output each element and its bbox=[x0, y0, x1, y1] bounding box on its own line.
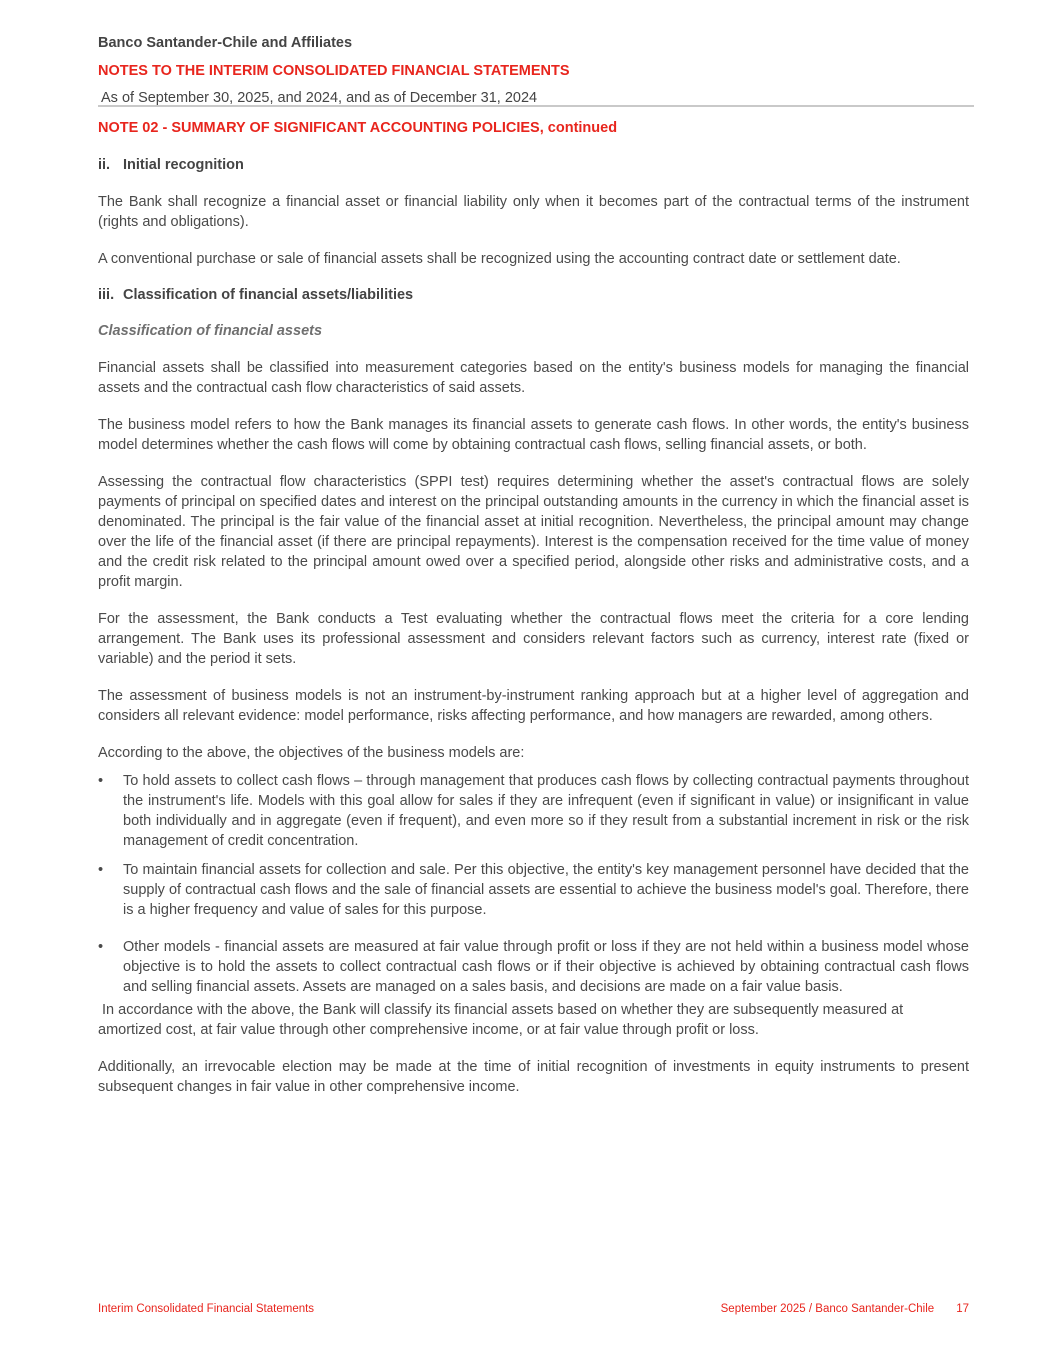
paragraph: Additionally, an irrevocable election may be made at the time of initial recognition of investments in equity instruments to present subsequent changes in fair value in other comprehensive income. bbox=[98, 1059, 969, 1095]
bullet-icon: • bbox=[98, 862, 104, 878]
paragraph: Assessing the contractual flow characteristics (SPPI test) requires determining whether the asset's contractual flows are solely payments of principal on specified dates and interest on the principal outstanding amounts in the currency in which the financial asset is denominated. The principal is the fair value of the financial asset at initial recognition. Nevertheless, the principal amount may change over the life of the financial asset (if there are principal repayments). Interest is the compensation received for the time value of money and the credit risk related to the principal amount owed over a specified period, alongside other risks and administrative costs, and a profit margin. bbox=[98, 474, 969, 590]
footer-date: September 2025 bbox=[720, 1303, 806, 1315]
footer-separator: / bbox=[805, 1303, 816, 1315]
list-item: • Other models - financial assets are measured at fair value through profit or loss if they are not held within a business model whose objective is to hold the assets to collect contractual cash flows or if their objective is achieved by obtaining contractual cash flows and selling financial assets. Assets are managed on a sales basis, and decisions are made on a fair value basis. bbox=[98, 939, 969, 995]
footer-bank: Banco Santander-Chile bbox=[815, 1303, 935, 1315]
section-number: ii. bbox=[98, 157, 111, 173]
paragraph: Financial assets shall be classified into measurement categories based on the entity's business models for managing the financial assets and the contractual cash flow characteristics of said assets. bbox=[98, 360, 969, 396]
paragraph: For the assessment, the Bank conducts a Test evaluating whether the contractual flows meet the criteria for a core lending arrangement. The Bank uses its professional assessment and considers relevant factors such as currency, interest rate (fixed or variable) and the period it sets. bbox=[98, 611, 969, 667]
page-header bbox=[98, 34, 969, 107]
section-title: Initial recognition bbox=[123, 157, 244, 173]
bullet-icon: • bbox=[98, 939, 104, 955]
paragraph: The Bank shall recognize a financial asset or financial liability only when it becomes part of the contractual terms of the instrument (rights and obligations). bbox=[98, 194, 969, 230]
paragraph: In accordance with the above, the Bank will classify its financial assets based on whether they are subsequently measured at amortized cost, at fair value through other comprehensive income, or at fair value through profit or loss. bbox=[98, 1002, 908, 1038]
footer-right bbox=[721, 1302, 969, 1316]
objectives-list bbox=[98, 771, 969, 997]
bullet-icon: • bbox=[98, 773, 104, 789]
list-item: • To maintain financial assets for collection and sale. Per this objective, the entity's key management personnel have decided that the supply of contractual cash flows and the sale of financial assets are essential to achieve the business model's goal. Therefore, there is a higher frequency and value of sales for this purpose. bbox=[98, 862, 969, 918]
paragraph: According to the above, the objectives of the business models are: bbox=[98, 745, 525, 761]
header-divider bbox=[98, 105, 974, 107]
section-heading-iii bbox=[98, 286, 969, 304]
notes-title: NOTES TO THE INTERIM CONSOLIDATED FINANCIAL STATEMENTS bbox=[98, 63, 570, 79]
footer-left: Interim Consolidated Financial Statements bbox=[98, 1303, 315, 1315]
section-heading-ii bbox=[98, 156, 969, 174]
note-content bbox=[98, 119, 969, 1114]
list-item: • To hold assets to collect cash flows – through management that produces cash flows by collecting contractual payments throughout the instrument's life. Models with this goal allow for sales if they are infrequent (even if significant in value) or insignificant in value both individually and in aggregate (even if frequent), and even more so if they result from a substantial increment in risk or the risk management of credit concentration. bbox=[98, 773, 969, 849]
page-number: 17 bbox=[956, 1303, 969, 1315]
paragraph: The assessment of business models is not an instrument-by-instrument ranking approach but at a higher level of aggregation and considers all relevant evidence: model performance, risks affecting performance, and how managers are rewarded, among others. bbox=[98, 688, 969, 724]
section-title: Classification of financial assets/liabilities bbox=[123, 287, 414, 303]
note-heading: NOTE 02 - SUMMARY OF SIGNIFICANT ACCOUNTING POLICIES, continued bbox=[98, 120, 618, 136]
paragraph: A conventional purchase or sale of financial assets shall be recognized using the accounting contract date or settlement date. bbox=[98, 251, 901, 267]
as-of-date: As of September 30, 2025, and 2024, and as of December 31, 2024 bbox=[101, 90, 538, 106]
section-number: iii. bbox=[98, 287, 115, 303]
company-name: Banco Santander-Chile and Affiliates bbox=[98, 35, 353, 51]
paragraph: The business model refers to how the Bank manages its financial assets to generate cash flows. In other words, the entity's business model determines whether the cash flows will come by obtaining contractual cash flows, selling financial assets, or both. bbox=[98, 417, 969, 453]
italic-subheading: Classification of financial assets bbox=[98, 323, 323, 339]
